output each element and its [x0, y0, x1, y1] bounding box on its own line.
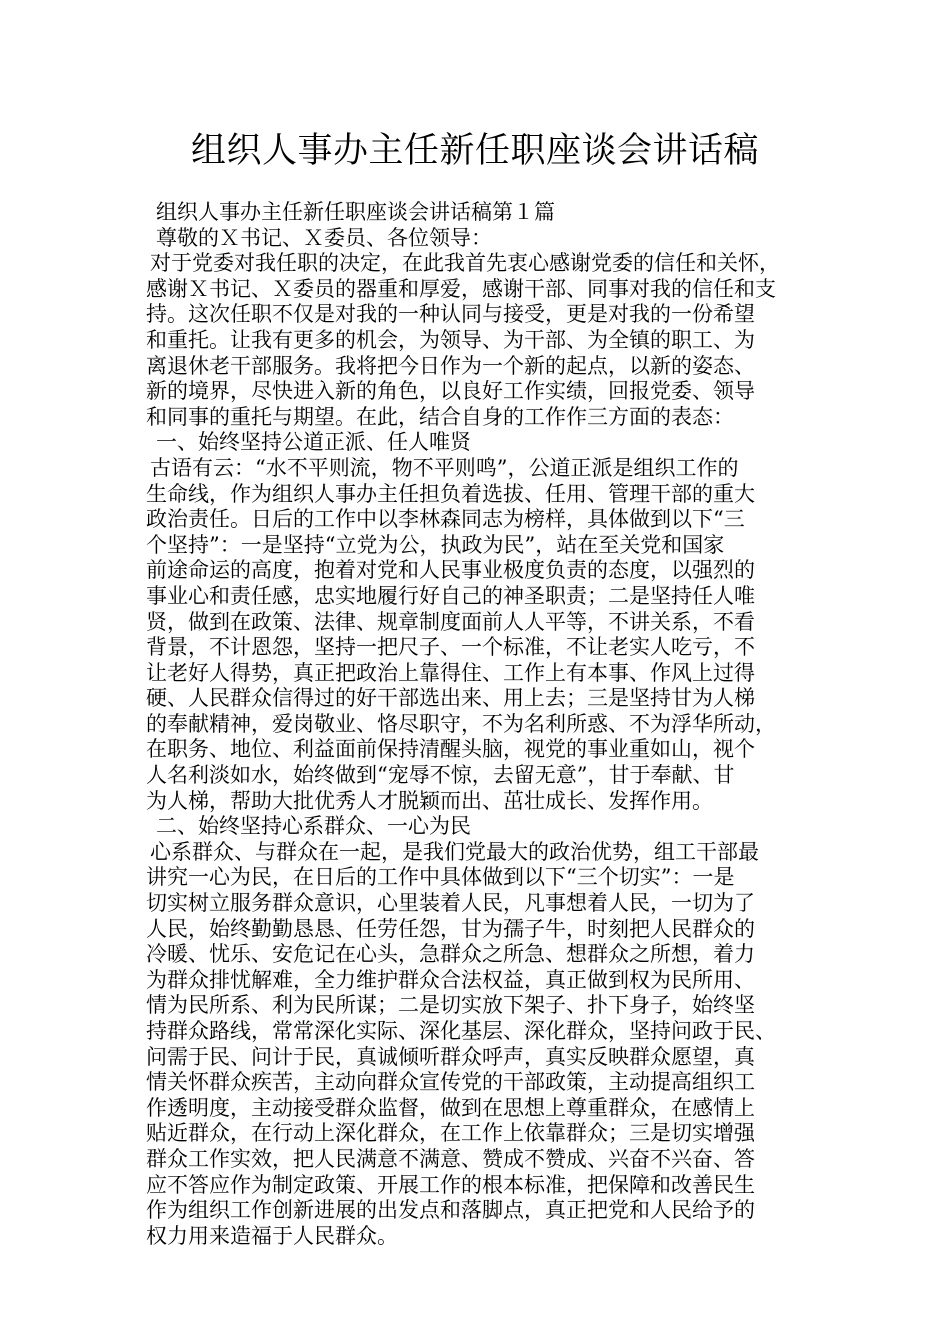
document-title: 组织人事办主任新任职座谈会讲话稿: [190, 131, 759, 171]
text-line: 的奉献精神，爱岗敬业、恪尽职守，不为名利所惑、不为浮华所动，: [146, 711, 776, 736]
text-line: 和同事的重托与期望。在此，结合自身的工作作三方面的表态：: [146, 404, 734, 429]
text-line: 个坚持”：一是坚持“立党为公，执政为民”，站在至关党和国家: [146, 532, 725, 557]
text-line: 离退休老干部服务。我将把今日作为一个新的起点，以新的姿态、: [146, 353, 755, 378]
text-line: 权力用来造福于人民群众。: [146, 1223, 398, 1248]
text-line: 硬、人民群众信得过的好干部选出来、用上去；三是坚持甘为人梯: [146, 686, 755, 711]
text-line: 政治责任。日后的工作中以李林森同志为榜样，具体做到以下“三: [146, 507, 745, 532]
text-line: 讲究一心为民，在日后的工作中具体做到以下“三个切实”：一是: [146, 865, 735, 890]
text-line: 心系群众、与群众在一起，是我们党最大的政治优势，组工干部最: [150, 839, 759, 864]
text-line: 作透明度，主动接受群众监督，做到在思想上尊重群众，在感情上: [146, 1095, 755, 1120]
text-line: 前途命运的高度，抱着对党和人民事业极度负责的态度，以强烈的: [146, 558, 755, 583]
text-line: 为人梯，帮助大批优秀人才脱颖而出、茁壮成长、发挥作用。: [146, 788, 713, 813]
text-line: 在职务、地位、利益面前保持清醒头脑，视党的事业重如山，视个: [146, 737, 755, 762]
text-line: 问需于民、问计于民，真诚倾听群众呼声，真实反映群众愿望，真: [146, 1044, 755, 1069]
document-body: [146, 200, 821, 1249]
text-line: 生命线，作为组织人事办主任担负着选拔、任用、管理干部的重大: [146, 481, 755, 506]
text-line: 贤，做到在政策、法律、规章制度面前人人平等，不讲关系，不看: [146, 609, 755, 634]
text-line: 人名利淡如水，始终做到“宠辱不惊，去留无意”，甘于奉献、甘: [146, 763, 735, 788]
text-line: 情关怀群众疾苦，主动向群众宣传党的干部政策，主动提高组织工: [146, 1070, 755, 1095]
text-line: 组织人事办主任新任职座谈会讲话稿第１篇: [156, 200, 555, 224]
text-line: 二、始终坚持心系群众、一心为民: [156, 814, 471, 839]
text-line: 古语有云：“水不平则流，物不平则鸣”，公道正派是组织工作的: [150, 455, 739, 480]
text-line: 人民，始终勤勤恳恳、任劳任怨，甘为孺子牛，时刻把人民群众的: [146, 916, 755, 941]
text-line: 让老好人得势，真正把政治上靠得住、工作上有本事、作风上过得: [146, 660, 755, 685]
text-line: 冷暖、忧乐、安危记在心头，急群众之所急、想群众之所想，着力: [146, 942, 755, 967]
text-line: 感谢Ｘ书记、Ｘ委员的器重和厚爱，感谢干部、同事对我的信任和支: [146, 276, 776, 301]
text-line: 作为组织工作创新进展的出发点和落脚点，真正把党和人民给予的: [146, 1198, 755, 1223]
text-line: 持群众路线，常常深化实际、深化基层、深化群众，坚持问政于民、: [146, 1019, 776, 1043]
text-line: 尊敬的Ｘ书记、Ｘ委员、各位领导：: [156, 225, 492, 250]
text-line: 为群众排忧解难，全力维护群众合法权益，真正做到权为民所用、: [146, 967, 755, 992]
text-line: 一、始终坚持公道正派、任人唯贤: [156, 430, 471, 455]
text-line: 切实树立服务群众意识，心里装着人民，凡事想着人民，一切为了: [146, 891, 755, 916]
text-line: 群众工作实效，把人民满意不满意、赞成不赞成、兴奋不兴奋、答: [146, 1146, 755, 1171]
text-line: 持。这次任职不仅是对我的一种认同与接受，更是对我的一份希望: [146, 302, 755, 327]
text-line: 背景，不计恩怨，坚持一把尺子、一个标准，不让老实人吃亏，不: [146, 635, 755, 660]
text-line: 对于党委对我任职的决定，在此我首先衷心感谢党委的信任和关怀，: [150, 251, 780, 276]
text-line: 和重托。让我有更多的机会，为领导、为干部、为全镇的职工、为: [146, 327, 755, 352]
text-line: 贴近群众，在行动上深化群众，在工作上依靠群众；三是切实增强: [146, 1121, 755, 1146]
text-line: 事业心和责任感，忠实地履行好自己的神圣职责；二是坚持任人唯: [146, 583, 755, 608]
text-line: 情为民所系、利为民所谋；二是切实放下架子、扑下身子，始终坚: [146, 993, 755, 1018]
text-line: 应不答应作为制定政策、开展工作的根本标准，把保障和改善民生: [146, 1172, 755, 1197]
text-line: 新的境界，尽快进入新的角色，以良好工作实绩，回报党委、领导: [146, 379, 755, 404]
